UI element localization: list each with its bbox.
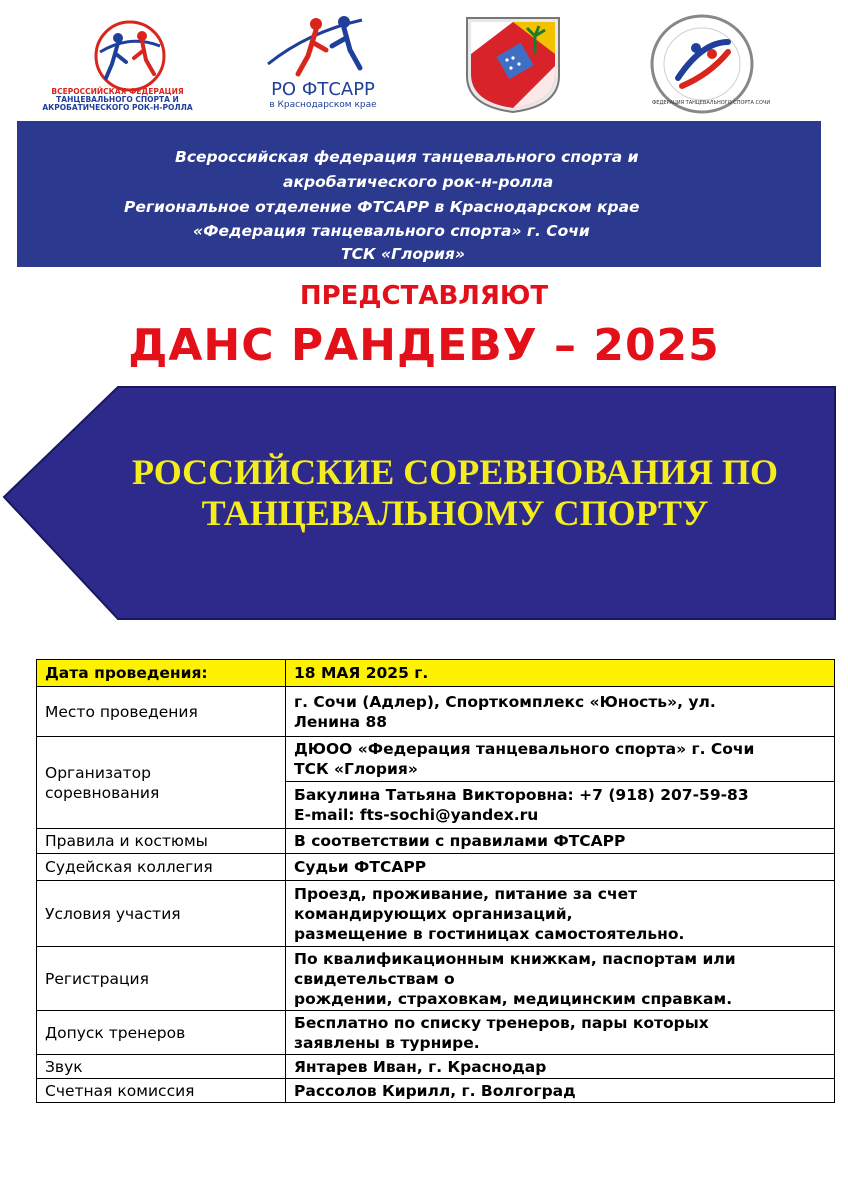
ro-ftsarr-title: РО ФТСАРР [271,79,375,100]
contact-phone: Бакулина Татьяна Викторовна: +7 (918) 207-59-83 [294,786,749,804]
counting-label: Счетная комиссия [37,1079,286,1103]
organizers-header [17,121,821,267]
conditions-line-1: Проезд, проживание, питание за счет [294,884,638,903]
table-row-date [37,660,835,687]
coaches-label: Допуск тренеров [37,1011,286,1055]
table-row-venue [37,687,835,737]
registration-value [286,947,835,1011]
conditions-value [286,881,835,947]
contact-value [286,782,835,829]
venue-value [286,687,835,737]
judges-label: Судейская коллегия [37,854,286,881]
conditions-line-2: командирующих организаций, [294,904,573,923]
conditions-line-3: размещение в гостиницах самостоятельно. [294,924,685,943]
coaches-value [286,1011,835,1055]
table-row-registration [37,947,835,1011]
table-row-judges [37,854,835,881]
organizer-label [37,737,286,829]
table-row-organizer [37,737,835,782]
sound-label: Звук [37,1055,286,1079]
contact-email: E-mail: fts-sochi@yandex.ru [294,806,539,824]
ftsarr-text-line-1: ВСЕРОССИЙСКАЯ ФЕДЕРАЦИЯ [51,87,184,96]
ftsarr-text-line-3: АКРОБАТИЧЕСКОГО РОК-Н-РОЛЛА [42,103,193,112]
date-label: Дата проведения: [37,660,286,687]
rules-value: В соответствии с правилами ФТСАРР [286,829,835,854]
table-row-conditions [37,881,835,947]
coaches-line-1: Бесплатно по списку тренеров, пары которых [294,1013,709,1032]
header-line-5: ТСК «Глория» [341,245,465,263]
table-row-sound [37,1055,835,1079]
venue-label: Место проведения [37,687,286,737]
sound-value: Янтарев Иван, г. Краснодар [286,1055,835,1079]
ro-ftsarr-dancers-icon [258,10,388,82]
organizer-line-2: ТСК «Глория» [294,760,418,778]
organizer-value [286,737,835,782]
coat-of-arms-icon [463,14,563,114]
presents-heading: ПРЕДСТАВЛЯЮТ [299,281,549,311]
registration-line-2: свидетельствам о [294,969,455,988]
registration-label: Регистрация [37,947,286,1011]
header-line-3: Региональное отделение ФТСАРР в Краснодарском крае [124,198,640,216]
registration-line-1: По квалификационным книжкам, паспортам или [294,949,736,968]
sochi-federation-logo [648,12,771,116]
ftsarr-emblem-icon [60,12,200,92]
header-line-2: акробатического рок-н-ролла [283,173,554,191]
organizer-label-line-2: соревнования [45,783,160,802]
ro-ftsarr-subtitle: в Краснодарском крае [269,100,377,110]
registration-line-3: рождении, страховкам, медицинским справкам. [294,989,733,1008]
ftsarr-text-line-2: ТАНЦЕВАЛЬНОГО СПОРТА И [56,95,179,104]
competition-title [95,452,815,534]
event-title: ДАНС РАНДЕВУ – 2025 [128,320,720,371]
judges-value: Судьи ФТСАРР [286,854,835,881]
table-row-rules [37,829,835,854]
organizer-line-1: ДЮОО «Федерация танцевального спорта» г. Сочи [294,740,755,758]
conditions-label: Условия участия [37,881,286,947]
ro-ftsarr-logo [258,10,388,80]
header-line-4: «Федерация танцевального спорта» г. Сочи [193,222,590,240]
competition-title-line-1: РОССИЙСКИЕ СОРЕВНОВАНИЯ ПО [131,452,779,492]
ftsarr-logo-text [35,88,200,112]
sochi-ring-text: ФЕДЕРАЦИЯ ТАНЦЕВАЛЬНОГО СПОРТА СОЧИ [652,100,771,106]
venue-line-2: Ленина 88 [294,712,388,731]
counting-value: Рассолов Кирилл, г. Волгоград [286,1079,835,1103]
venue-line-1: г. Сочи (Адлер), Спорткомплекс «Юность», ул. [294,692,716,711]
coaches-line-2: заявлены в турнире. [294,1033,480,1052]
event-info-table [36,659,835,1103]
organizer-label-line-1: Организатор [45,763,151,782]
competition-title-line-2: ТАНЦЕВАЛЬНОМУ СПОРТУ [201,493,709,533]
table-row-counting [37,1079,835,1103]
header-line-1: Всероссийская федерация танцевального спорта и [175,148,639,166]
sochi-coat-of-arms [463,14,563,114]
table-row-coaches [37,1011,835,1055]
date-value: 18 МАЯ 2025 г. [286,660,835,687]
rules-label: Правила и костюмы [37,829,286,854]
